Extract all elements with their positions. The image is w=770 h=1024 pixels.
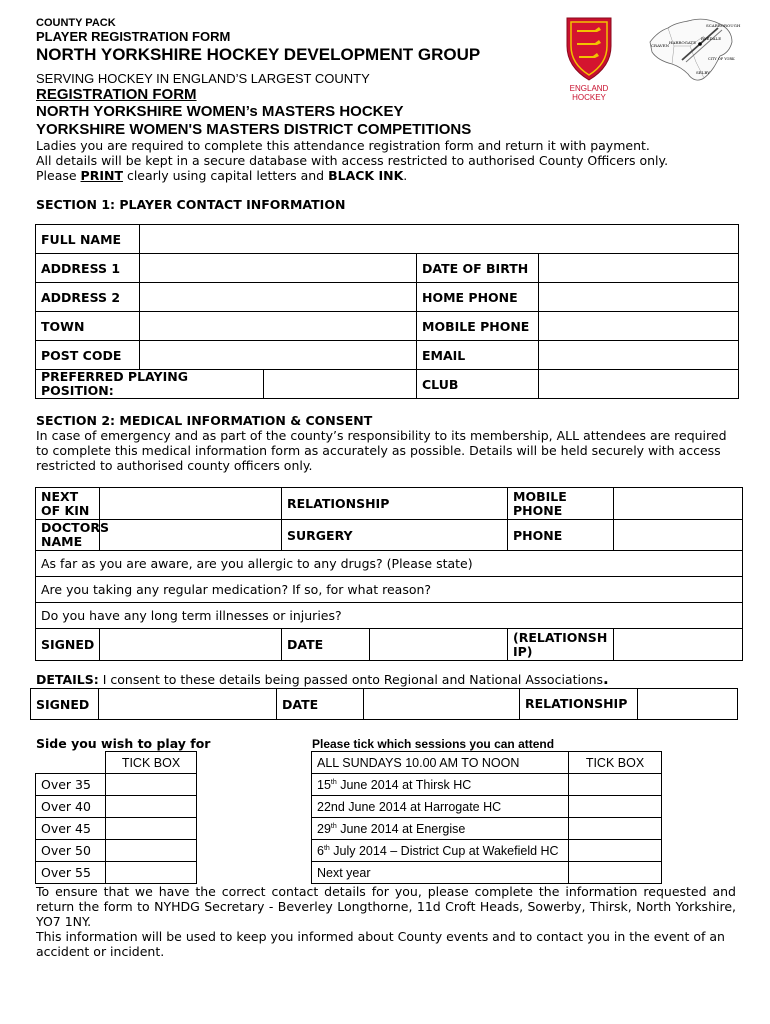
- privacy-note: This information will be used to keep you informed about County events and to contact you in the event of an accident or incident.: [36, 929, 725, 959]
- session-label: 15th June 2014 at Thirsk HC: [312, 774, 569, 796]
- date-field[interactable]: [370, 629, 508, 661]
- preferred-position-field[interactable]: [264, 370, 417, 399]
- address1-field[interactable]: [140, 254, 417, 283]
- side-option-label: Over 55: [36, 862, 106, 884]
- side-tick-box[interactable]: [106, 818, 197, 840]
- medication-question[interactable]: Are you taking any regular medication? If so, for what reason?: [36, 577, 743, 603]
- session-tick-box[interactable]: [569, 840, 662, 862]
- session-tick-box[interactable]: [569, 862, 662, 884]
- email-label: EMAIL: [417, 341, 539, 370]
- north-yorkshire-map-icon: [646, 16, 741, 86]
- registration-form-heading: REGISTRATION FORM: [36, 86, 197, 103]
- england-hockey-logo: [561, 16, 617, 102]
- club-field[interactable]: [539, 370, 739, 399]
- full-name-field[interactable]: [140, 225, 739, 254]
- preferred-position-label: PREFERRED PLAYING POSITION:: [36, 370, 264, 399]
- three-lions-shield-icon: [561, 16, 617, 102]
- consent-statement: DETAILS: I consent to these details being passed onto Regional and National Associations.: [36, 670, 609, 688]
- side-tick-box[interactable]: [106, 796, 197, 818]
- session-tick-box[interactable]: [569, 818, 662, 840]
- session-label: 22nd June 2014 at Harrogate HC: [312, 796, 569, 818]
- consent-signed-label: SIGNED: [31, 689, 99, 720]
- side-option-label: Over 45: [36, 818, 106, 840]
- medical-information-table: [35, 487, 743, 661]
- section-2-title: SECTION 2: MEDICAL INFORMATION & CONSENT: [36, 413, 373, 428]
- sessions-table: [311, 751, 662, 884]
- relationship-label: RELATIONSHIP: [282, 488, 508, 520]
- svg-text:CITY OF YORK: CITY OF YORK: [708, 57, 735, 61]
- north-yorkshire-map-logo: [646, 16, 741, 86]
- player-contact-table: [35, 224, 739, 399]
- kin-mobile-phone-label: MOBILE PHONE: [508, 488, 614, 520]
- consent-relationship-label: RELATIONSHIP: [520, 689, 638, 720]
- competitions-heading: YORKSHIRE WOMEN'S MASTERS DISTRICT COMPETITIONS: [36, 121, 472, 138]
- town-label: TOWN: [36, 312, 140, 341]
- relationship-paren-field[interactable]: [614, 629, 743, 661]
- date-label: DATE: [282, 629, 370, 661]
- session-tick-box[interactable]: [569, 774, 662, 796]
- side-tick-box[interactable]: [106, 840, 197, 862]
- session-label: Next year: [312, 862, 569, 884]
- doctor-phone-field[interactable]: [614, 520, 743, 551]
- svg-text:SELBY: SELBY: [696, 70, 710, 75]
- dob-field[interactable]: [539, 254, 739, 283]
- post-code-field[interactable]: [140, 341, 417, 370]
- address2-label: ADDRESS 2: [36, 283, 140, 312]
- side-table: [35, 751, 197, 884]
- surgery-label: SURGERY: [282, 520, 508, 551]
- session-tick-box[interactable]: [569, 796, 662, 818]
- sessions-title: Please tick which sessions you can attend: [312, 737, 555, 751]
- consent-signed-field[interactable]: [99, 689, 277, 720]
- county-pack-label: COUNTY PACK: [36, 17, 116, 29]
- section-2-intro: In case of emergency and as part of the county’s responsibility to its membership, ALL attendees are required to complete this medical information form as accurately as possible. Details will be held securely with access restricted to authorised county officers only.: [36, 428, 727, 473]
- intro-line-2: All details will be kept in a secure database with access restricted to authorised County Officers only.: [36, 153, 669, 168]
- dob-label: DATE OF BIRTH: [417, 254, 539, 283]
- club-label: CLUB: [417, 370, 539, 399]
- svg-text:RYEDALE: RYEDALE: [701, 36, 722, 41]
- organisation-title: NORTH YORKSHIRE HOCKEY DEVELOPMENT GROUP: [36, 45, 481, 64]
- doctors-name-field[interactable]: [100, 520, 282, 551]
- svg-text:HOCKEY: HOCKEY: [572, 93, 606, 102]
- next-of-kin-label: NEXT OF KIN: [36, 488, 100, 520]
- intro-line-1: Ladies you are required to complete this attendance registration form and return it with payment.: [36, 138, 650, 153]
- session-label: 29th June 2014 at Energise: [312, 818, 569, 840]
- sessions-tick-header: TICK BOX: [569, 752, 662, 774]
- side-option-label: Over 50: [36, 840, 106, 862]
- email-field[interactable]: [539, 341, 739, 370]
- signed-label: SIGNED: [36, 629, 100, 661]
- mobile-phone-label: MOBILE PHONE: [417, 312, 539, 341]
- side-option-label: Over 40: [36, 796, 106, 818]
- session-label: 6th July 2014 – District Cup at Wakefield HC: [312, 840, 569, 862]
- relationship-paren-label: (RELATIONSHIP): [508, 629, 614, 661]
- section-1-title: SECTION 1: PLAYER CONTACT INFORMATION: [36, 197, 346, 212]
- return-instructions: To ensure that we have the correct contact details for you, please complete the information requested and return the form to NYHDG Secretary - Beverley Longthorne, 11d Croft Heads, Sowerby, Thirsk, North Yorkshire, YO7 1NY.: [36, 884, 736, 929]
- next-of-kin-field[interactable]: [100, 488, 282, 520]
- doctor-phone-label: PHONE: [508, 520, 614, 551]
- mobile-phone-field[interactable]: [539, 312, 739, 341]
- side-tick-header: TICK BOX: [106, 752, 197, 774]
- address2-field[interactable]: [140, 283, 417, 312]
- svg-text:SCARBOROUGH: SCARBOROUGH: [706, 23, 741, 28]
- form-type-heading: PLAYER REGISTRATION FORM: [36, 29, 231, 44]
- side-title: Side you wish to play for: [36, 736, 211, 751]
- svg-text:CRAVEN: CRAVEN: [651, 43, 670, 48]
- consent-relationship-field[interactable]: [638, 689, 738, 720]
- kin-mobile-phone-field[interactable]: [614, 488, 743, 520]
- consent-signature-table: [30, 688, 738, 720]
- side-option-label: Over 35: [36, 774, 106, 796]
- address1-label: ADDRESS 1: [36, 254, 140, 283]
- town-field[interactable]: [140, 312, 417, 341]
- intro-line-3: Please PRINT clearly using capital letters and BLACK INK.: [36, 168, 408, 183]
- home-phone-label: HOME PHONE: [417, 283, 539, 312]
- doctors-name-label: DOCTORS NAME: [36, 520, 100, 551]
- masters-hockey-heading: NORTH YORKSHIRE WOMEN’s MASTERS HOCKEY: [36, 103, 404, 120]
- illness-question[interactable]: Do you have any long term illnesses or injuries?: [36, 603, 743, 629]
- consent-date-field[interactable]: [364, 689, 520, 720]
- organisation-tagline: SERVING HOCKEY IN ENGLAND’S LARGEST COUNTY: [36, 71, 370, 86]
- side-tick-box[interactable]: [106, 862, 197, 884]
- allergy-question[interactable]: As far as you are aware, are you allergic to any drugs? (Please state): [36, 551, 743, 577]
- consent-date-label: DATE: [277, 689, 364, 720]
- signed-field[interactable]: [100, 629, 282, 661]
- sessions-header: ALL SUNDAYS 10.00 AM TO NOON: [312, 752, 569, 774]
- svg-text:ENGLAND: ENGLAND: [569, 84, 609, 93]
- home-phone-field[interactable]: [539, 283, 739, 312]
- svg-text:HARROGATE: HARROGATE: [669, 40, 697, 45]
- side-tick-box[interactable]: [106, 774, 197, 796]
- full-name-label: FULL NAME: [36, 225, 140, 254]
- post-code-label: POST CODE: [36, 341, 140, 370]
